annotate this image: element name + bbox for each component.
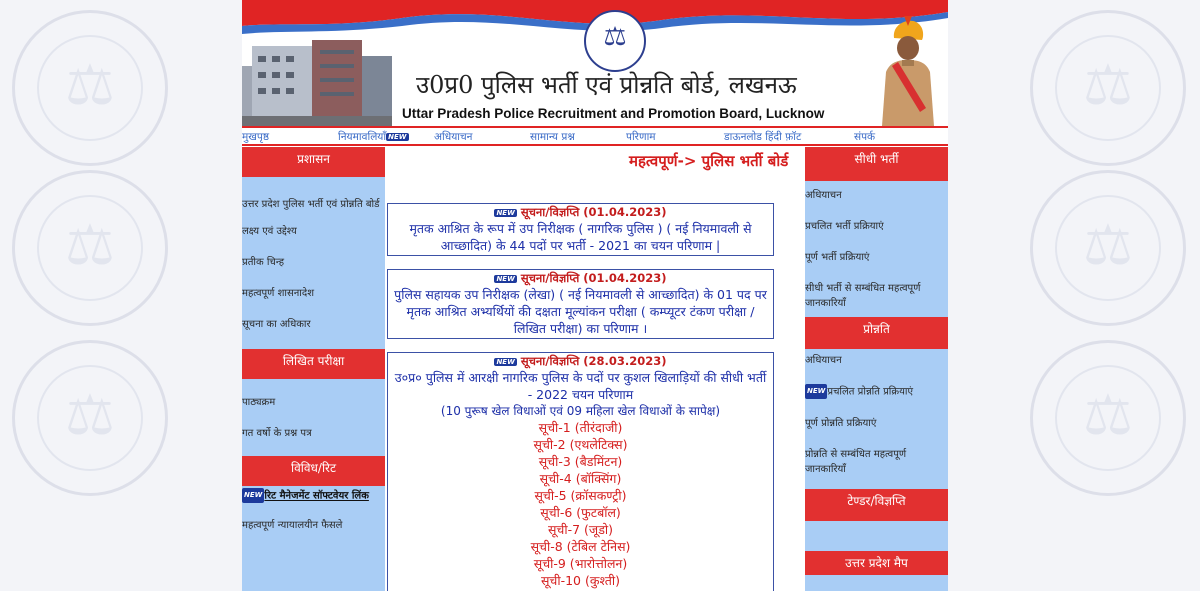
board-emblem-icon xyxy=(584,10,646,72)
section-heading-tender[interactable]: टेण्डर/विज्ञप्ति xyxy=(805,489,948,521)
new-badge-icon: NEW xyxy=(496,274,515,283)
new-badge-icon: NEW xyxy=(496,208,515,217)
new-badge-icon: NEW xyxy=(496,357,515,366)
watermark-emblem-icon xyxy=(1030,10,1186,166)
sidebar-link-requisition[interactable]: अधियाचन xyxy=(805,190,842,201)
sidebar-link-writ-software[interactable] xyxy=(242,488,385,504)
notice-label: सूचना/विज्ञप्ति (28.03.2023) xyxy=(520,354,667,368)
police-officer-image xyxy=(868,16,948,126)
notice-body: पुलिस सहायक उप निरीक्षक (लेखा) ( नई नियमावली से आच्छादित) के 01 पद पर मृतक आश्रित अभ्यर्थियों की दक्षता मूल्यांकन परीक्षा ( कम्प्यूटर टंकण परीक्षा / लिखित परीक्षा) का परिणाम । xyxy=(394,287,767,336)
result-list-link[interactable]: सूची-7 (जूडो) xyxy=(547,522,613,537)
sidebar-link-government-orders[interactable]: महत्वपूर्ण शासनादेश xyxy=(242,288,314,299)
notice-subtitle: (10 पुरूष खेल विधाओं एवं 09 महिला खेल विधाओं के सापेक्ष) xyxy=(440,404,721,418)
notice-body[interactable]: उ०प्र० पुलिस में आरक्षी नागरिक पुलिस के पदों पर कुशल खिलाड़ियों की सीधी भर्ती - 2022 चयन परिणाम xyxy=(394,370,767,402)
section-heading-written-exam: लिखित परीक्षा xyxy=(242,349,385,379)
sidebar-link-previous-papers[interactable]: गत वर्षो के प्रश्न पत्र xyxy=(242,428,312,439)
sidebar-link-completed-promotion[interactable]: पूर्ण प्रोन्नति प्रक्रियाएं xyxy=(805,417,877,429)
result-list-link[interactable]: सूची-2 (एथलेटिक्स) xyxy=(533,437,628,452)
notice-body: मृतक आश्रित के रूप में उप निरीक्षक ( नागरिक पुलिस ) ( नई नियमावली से आच्छादित) के 44 पदों पर भर्ती - 2021 का चयन परिणाम | xyxy=(409,221,752,253)
notice-card[interactable] xyxy=(387,203,774,256)
result-list-link[interactable]: सूची-1 (तीरंदाजी) xyxy=(538,420,623,435)
sidebar-link-rti[interactable]: सूचना का अधिकार xyxy=(242,319,311,330)
notice-label: सूचना/विज्ञप्ति (01.04.2023) xyxy=(520,205,667,219)
sidebar-link-board[interactable]: उत्तर प्रदेश पुलिस भर्ती एवं प्रोन्नति बोर्ड xyxy=(242,199,380,210)
sidebar-link-syllabus[interactable]: पाठ्यक्रम xyxy=(242,397,276,408)
result-list-link[interactable]: सूची-6 (फुटबॉल) xyxy=(540,505,621,520)
right-sidebar xyxy=(805,147,948,591)
nav-rules-label: नियमावलियाँ xyxy=(338,131,387,143)
sidebar-link-court-judgements[interactable]: महत्वपूर्ण न्यायालयीन फैसले xyxy=(242,519,343,531)
new-badge-icon: NEW xyxy=(805,384,827,399)
new-badge-icon: NEW xyxy=(242,488,264,503)
result-list-link[interactable]: सूची-5 (क्रॉसकण्ट्री) xyxy=(534,488,627,503)
result-list-link[interactable]: सूची-8 (टेबिल टेनिस) xyxy=(530,539,631,554)
watermark-emblem-icon xyxy=(12,170,168,326)
announcement-marquee: महत्वपूर्ण-> पुलिस भर्ती बोर्ड xyxy=(629,152,789,170)
headquarters-building-image xyxy=(242,36,392,126)
ongoing-promotion-label: प्रचलित प्रोन्नति प्रक्रियाएं xyxy=(827,386,913,398)
notice-header xyxy=(392,354,769,369)
sidebar-link-recruitment-info[interactable]: सीधी भर्ती से सम्बंधित महत्वपूर्ण जानकारियाँ xyxy=(805,283,921,309)
sidebar-link-promotion-requisition[interactable]: अधियाचन xyxy=(805,355,842,366)
sidebar-link-emblem[interactable]: प्रतीक चिन्ह xyxy=(242,257,285,268)
writ-software-label: रिट मैनेजमेंट सॉफ्टवेयर लिंक xyxy=(264,490,369,502)
sidebar-link-promotion-info[interactable]: प्रोन्नति से सम्बंधित महत्वपूर्ण जानकारियाँ xyxy=(805,448,907,475)
nav-faq[interactable]: सामान्य प्रश्न xyxy=(530,131,575,143)
sidebar-link-ongoing-recruitment[interactable]: प्रचलित भर्ती प्रक्रियाएं xyxy=(805,221,884,232)
watermark-emblem-icon xyxy=(12,340,168,496)
main-navigation xyxy=(242,126,948,146)
site-title-english: Uttar Pradesh Police Recruitment and Promotion Board, Lucknow xyxy=(402,106,825,121)
watermark-emblem-icon xyxy=(1030,170,1186,326)
section-heading-misc-writ: विविध/रिट xyxy=(242,456,385,486)
nav-home[interactable]: मुखपृष्ठ xyxy=(242,131,270,143)
result-list xyxy=(392,419,769,589)
notice-card xyxy=(387,352,774,591)
nav-download-hindi-font[interactable]: डाऊनलोड हिंदी फ़ॉट xyxy=(724,131,802,143)
result-list-link[interactable]: सूची-4 (बॉक्सिंग) xyxy=(539,471,622,486)
nav-contact[interactable]: संपर्क xyxy=(854,131,876,143)
watermark-emblem-icon xyxy=(12,10,168,166)
result-list-link[interactable]: सूची-3 (बैडमिंटन) xyxy=(538,454,623,469)
section-heading-administration: प्रशासन xyxy=(242,147,385,177)
site-header xyxy=(242,0,948,126)
sidebar-link-objectives[interactable]: लक्ष्य एवं उद्देश्य xyxy=(242,226,297,237)
section-heading-direct-recruitment: सीधी भर्ती xyxy=(805,147,948,181)
page-container xyxy=(242,0,948,591)
sidebar-link-ongoing-promotion[interactable] xyxy=(805,384,948,400)
new-badge-icon: NEW xyxy=(388,133,407,141)
notice-card[interactable] xyxy=(387,269,774,339)
result-list-link[interactable]: सूची-9 (भारोत्तोलन) xyxy=(533,556,628,571)
left-sidebar xyxy=(242,147,385,591)
section-heading-up-map[interactable]: उत्तर प्रदेश मैप xyxy=(805,551,948,575)
section-heading-promotion: प्रोन्नति xyxy=(805,317,948,349)
sidebar-link-completed-recruitment[interactable]: पूर्ण भर्ती प्रक्रियाएं xyxy=(805,252,870,263)
result-list-link[interactable]: सूची-10 (कुश्ती) xyxy=(540,573,621,588)
notice-label: सूचना/विज्ञप्ति (01.04.2023) xyxy=(520,271,667,285)
notice-header xyxy=(392,205,769,220)
notice-header xyxy=(392,271,769,286)
site-title-hindi: उ0प्र0 पुलिस भर्ती एवं प्रोन्नति बोर्ड, लखनऊ xyxy=(416,71,797,99)
nav-results[interactable]: परिणाम xyxy=(626,131,656,143)
nav-rules[interactable] xyxy=(338,130,409,144)
nav-requisition[interactable]: अधियाचन xyxy=(434,131,473,143)
main-content xyxy=(385,147,805,591)
watermark-emblem-icon xyxy=(1030,340,1186,496)
